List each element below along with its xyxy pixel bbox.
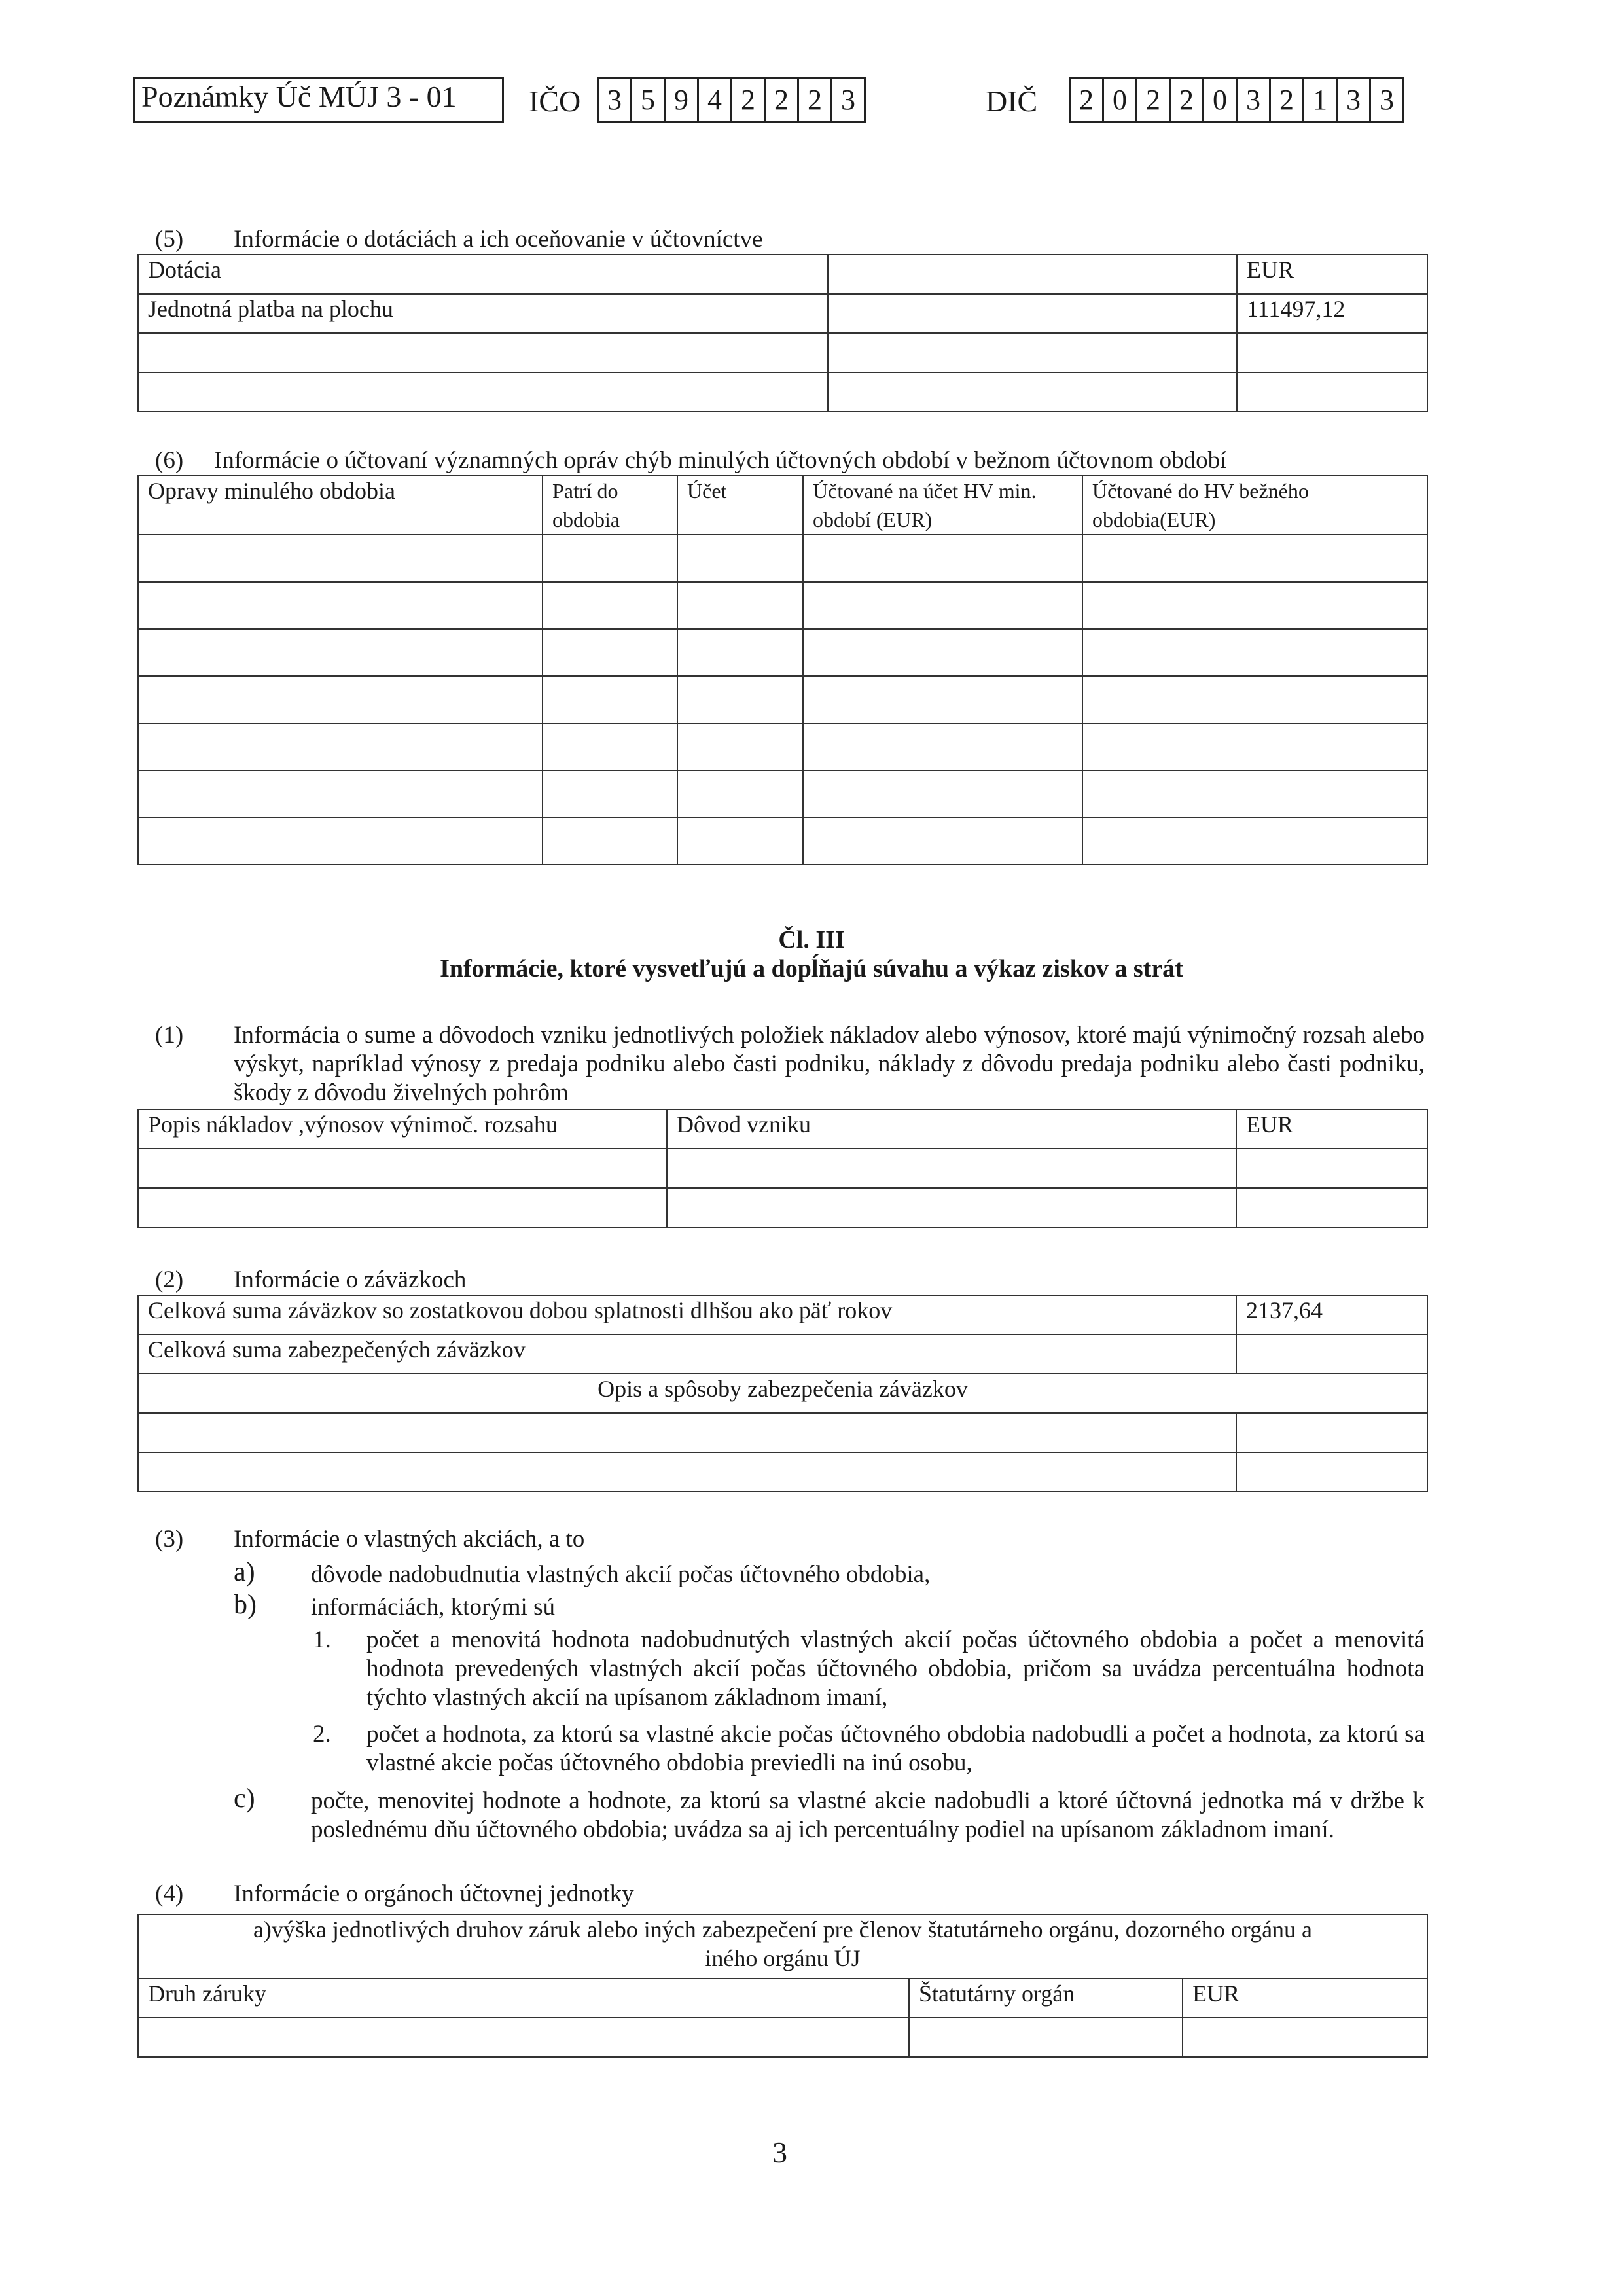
col-dotacia: Dotácia	[138, 255, 828, 294]
dic-digit: 2	[1169, 77, 1204, 123]
subsidy-empty	[828, 294, 1237, 333]
form-label	[133, 77, 504, 123]
s5-title: Informácie o dotáciách a ich oceňovanie v účtovníctve	[234, 226, 763, 253]
cell	[543, 535, 677, 582]
col-statutory-body: Štatutárny orgán	[909, 1979, 1183, 2018]
cell	[677, 676, 803, 723]
ico-digit: 3	[597, 77, 632, 123]
p4-title: Informácie o orgánoch účtovnej jednotky	[234, 1880, 634, 1907]
p3-b2-label: 2.	[313, 1721, 331, 1748]
col-corrections: Opravy minulého obdobia	[138, 476, 543, 535]
article-heading: Čl. III	[778, 926, 845, 954]
p1-text: Informácia o sume a dôvodoch vzniku jednotlivých položiek nákladov alebo výnosov, ktoré majú výnimočný rozsah alebo výskyt, napríklad výnosy z predaja podniku alebo časti podniku, náklady z dôvodu predaja podniku alebo časti podniku, škody z dôvodu živelných pohrôm	[234, 1022, 1425, 1106]
cell	[138, 1149, 667, 1188]
ico-digit: 3	[830, 77, 866, 123]
p3-b1-label: 1.	[313, 1626, 331, 1653]
cell	[1236, 1452, 1427, 1492]
cell	[1082, 535, 1427, 582]
cell	[803, 676, 1082, 723]
ico-digits	[597, 77, 864, 123]
cell	[677, 535, 803, 582]
cell	[1236, 1149, 1427, 1188]
p3-title: Informácie o vlastných akciách, a to	[234, 1526, 585, 1552]
cell	[909, 2018, 1183, 2057]
cell	[138, 1188, 667, 1227]
subsidy-empty	[828, 333, 1237, 372]
col-eur: EUR	[1183, 1979, 1427, 2018]
guarantees-table	[137, 1914, 1428, 2058]
cell	[803, 770, 1082, 817]
p3-a-text: dôvode nadobudnutia vlastných akcií počas účtovného obdobia,	[311, 1561, 931, 1588]
p3-b1-text: počet a menovitá hodnota nadobudnutých vlastných akcií počas účtovného obdobia a počet a menovitá hodnota prevedených vlastných akcií počas účtovného obdobia, pričom sa uvádza percentuálna hodnota týchto vlastných akcií na upísanom základnom imaní,	[366, 1626, 1425, 1711]
cell	[543, 629, 677, 676]
col-hv-prior: Účtované na účet HV min. období (EUR)	[803, 476, 1082, 535]
ico-digit: 2	[730, 77, 766, 123]
dic-digit: 0	[1102, 77, 1137, 123]
guarantees-header	[138, 1914, 1427, 1979]
col-eur: EUR	[1236, 1109, 1427, 1149]
subsidy-name	[138, 333, 828, 372]
cell	[1082, 629, 1427, 676]
cell	[138, 1452, 1236, 1492]
cell	[677, 817, 803, 865]
dic-digit: 3	[1369, 77, 1404, 123]
cell	[803, 535, 1082, 582]
article-subheading: Informácie, ktoré vysvetľujú a dopĺňajú súvahu a výkaz ziskov a strát	[440, 955, 1183, 982]
cell	[543, 770, 677, 817]
ico-digit: 2	[797, 77, 832, 123]
p3-c-text: počte, menovitej hodnote a hodnote, za ktorú sa vlastné akcie nadobudli a ktoré účtovná jednotka má v držbe k poslednému dňu účtovného obdobia; uvádza sa aj ich percentuálny podiel na upísanom základnom imaní.	[311, 1787, 1425, 1843]
extraordinary-items-table	[137, 1109, 1428, 1228]
guarantees-header-line1: a)výška jednotlivých druhov záruk alebo iných zabezpečení pre členov štatutárneho orgánu, dozorného orgánu a	[253, 1916, 1313, 1943]
cell	[1082, 676, 1427, 723]
cell	[1082, 723, 1427, 770]
subsidy-name: Jednotná platba na plochu	[138, 294, 828, 333]
p3-number: (3)	[155, 1526, 184, 1552]
dic-digits	[1069, 77, 1402, 123]
p3-b-text: informáciách, ktorými sú	[311, 1594, 555, 1621]
cell	[543, 723, 677, 770]
secured-liabilities-label: Celková suma zabezpečených záväzkov	[138, 1335, 1236, 1374]
cell	[138, 582, 543, 629]
cell	[1082, 582, 1427, 629]
ico-digit: 2	[764, 77, 799, 123]
s6-title: Informácie o účtovaní významných opráv chýb minulých účtovných období v bežnom účtovnom období	[214, 447, 1227, 474]
cell	[138, 2018, 909, 2057]
dic-digit: 2	[1069, 77, 1104, 123]
secured-liabilities-value	[1236, 1335, 1427, 1374]
cell	[138, 676, 543, 723]
form-label-text: Poznámky Úč MÚJ 3 - 01	[141, 80, 457, 113]
p1-number: (1)	[155, 1022, 184, 1049]
long-term-liabilities-label: Celková suma záväzkov so zostatkovou dobou splatnosti dlhšou ako päť rokov	[138, 1295, 1236, 1335]
subsidy-value: 111497,12	[1237, 294, 1427, 333]
col-empty	[828, 255, 1237, 294]
ico-digit: 4	[697, 77, 732, 123]
dic-digit: 2	[1269, 77, 1304, 123]
s5-number: (5)	[155, 226, 184, 253]
dic-label: DIČ	[986, 84, 1038, 118]
cell	[543, 582, 677, 629]
guarantees-header-line2: iného orgánu ÚJ	[705, 1945, 861, 1971]
s6-number: (6)	[155, 447, 184, 474]
cell	[138, 1413, 1236, 1452]
cell	[803, 817, 1082, 865]
cell	[677, 582, 803, 629]
security-description-label: Opis a spôsoby zabezpečenia záväzkov	[138, 1374, 1427, 1413]
dic-digit: 0	[1202, 77, 1238, 123]
subsidy-table	[137, 254, 1428, 412]
cell	[667, 1149, 1236, 1188]
dic-digit: 2	[1135, 77, 1171, 123]
col-belongs-to-period: Patrí do obdobia	[543, 476, 677, 535]
cell	[1183, 2018, 1427, 2057]
subsidy-value	[1237, 372, 1427, 412]
dic-digit: 1	[1302, 77, 1338, 123]
cell	[543, 676, 677, 723]
cell	[543, 817, 677, 865]
subsidy-value	[1237, 333, 1427, 372]
cell	[138, 629, 543, 676]
p4-number: (4)	[155, 1880, 184, 1907]
ico-digit: 5	[630, 77, 666, 123]
cell	[1082, 817, 1427, 865]
cell	[803, 629, 1082, 676]
p3-b-label: b)	[234, 1590, 257, 1620]
cell	[677, 629, 803, 676]
cell	[803, 723, 1082, 770]
col-eur: EUR	[1237, 255, 1427, 294]
dic-digit: 3	[1336, 77, 1371, 123]
col-account: Účet	[677, 476, 803, 535]
ico-label: IČO	[529, 84, 581, 118]
ico-digit: 9	[664, 77, 699, 123]
p3-c-label: c)	[234, 1784, 255, 1814]
subsidy-empty	[828, 372, 1237, 412]
p2-title: Informácie o záväzkoch	[234, 1266, 467, 1293]
col-hv-current: Účtované do HV bežného obdobia(EUR)	[1082, 476, 1427, 535]
cell	[1236, 1413, 1427, 1452]
page-number: 3	[772, 2136, 787, 2169]
long-term-liabilities-value: 2137,64	[1236, 1295, 1427, 1335]
cell	[667, 1188, 1236, 1227]
p3-a-label: a)	[234, 1557, 255, 1587]
col-guarantee-type: Druh záruky	[138, 1979, 909, 2018]
cell	[138, 723, 543, 770]
col-description: Popis nákladov ,výnosov výnimoč. rozsahu	[138, 1109, 667, 1149]
cell	[803, 582, 1082, 629]
p3-b2-text: počet a hodnota, za ktorú sa vlastné akcie počas účtovného obdobia nadobudli a počet a hodnota, za ktorú sa vlastné akcie počas účtovného obdobia previedli na inú osobu,	[366, 1721, 1425, 1776]
liabilities-table	[137, 1295, 1428, 1492]
cell	[138, 770, 543, 817]
cell	[1236, 1188, 1427, 1227]
corrections-table	[137, 475, 1428, 865]
cell	[677, 770, 803, 817]
dic-digit: 3	[1236, 77, 1271, 123]
subsidy-name	[138, 372, 828, 412]
p2-number: (2)	[155, 1266, 184, 1293]
cell	[138, 535, 543, 582]
cell	[677, 723, 803, 770]
col-reason: Dôvod vzniku	[667, 1109, 1236, 1149]
cell	[1082, 770, 1427, 817]
cell	[138, 817, 543, 865]
